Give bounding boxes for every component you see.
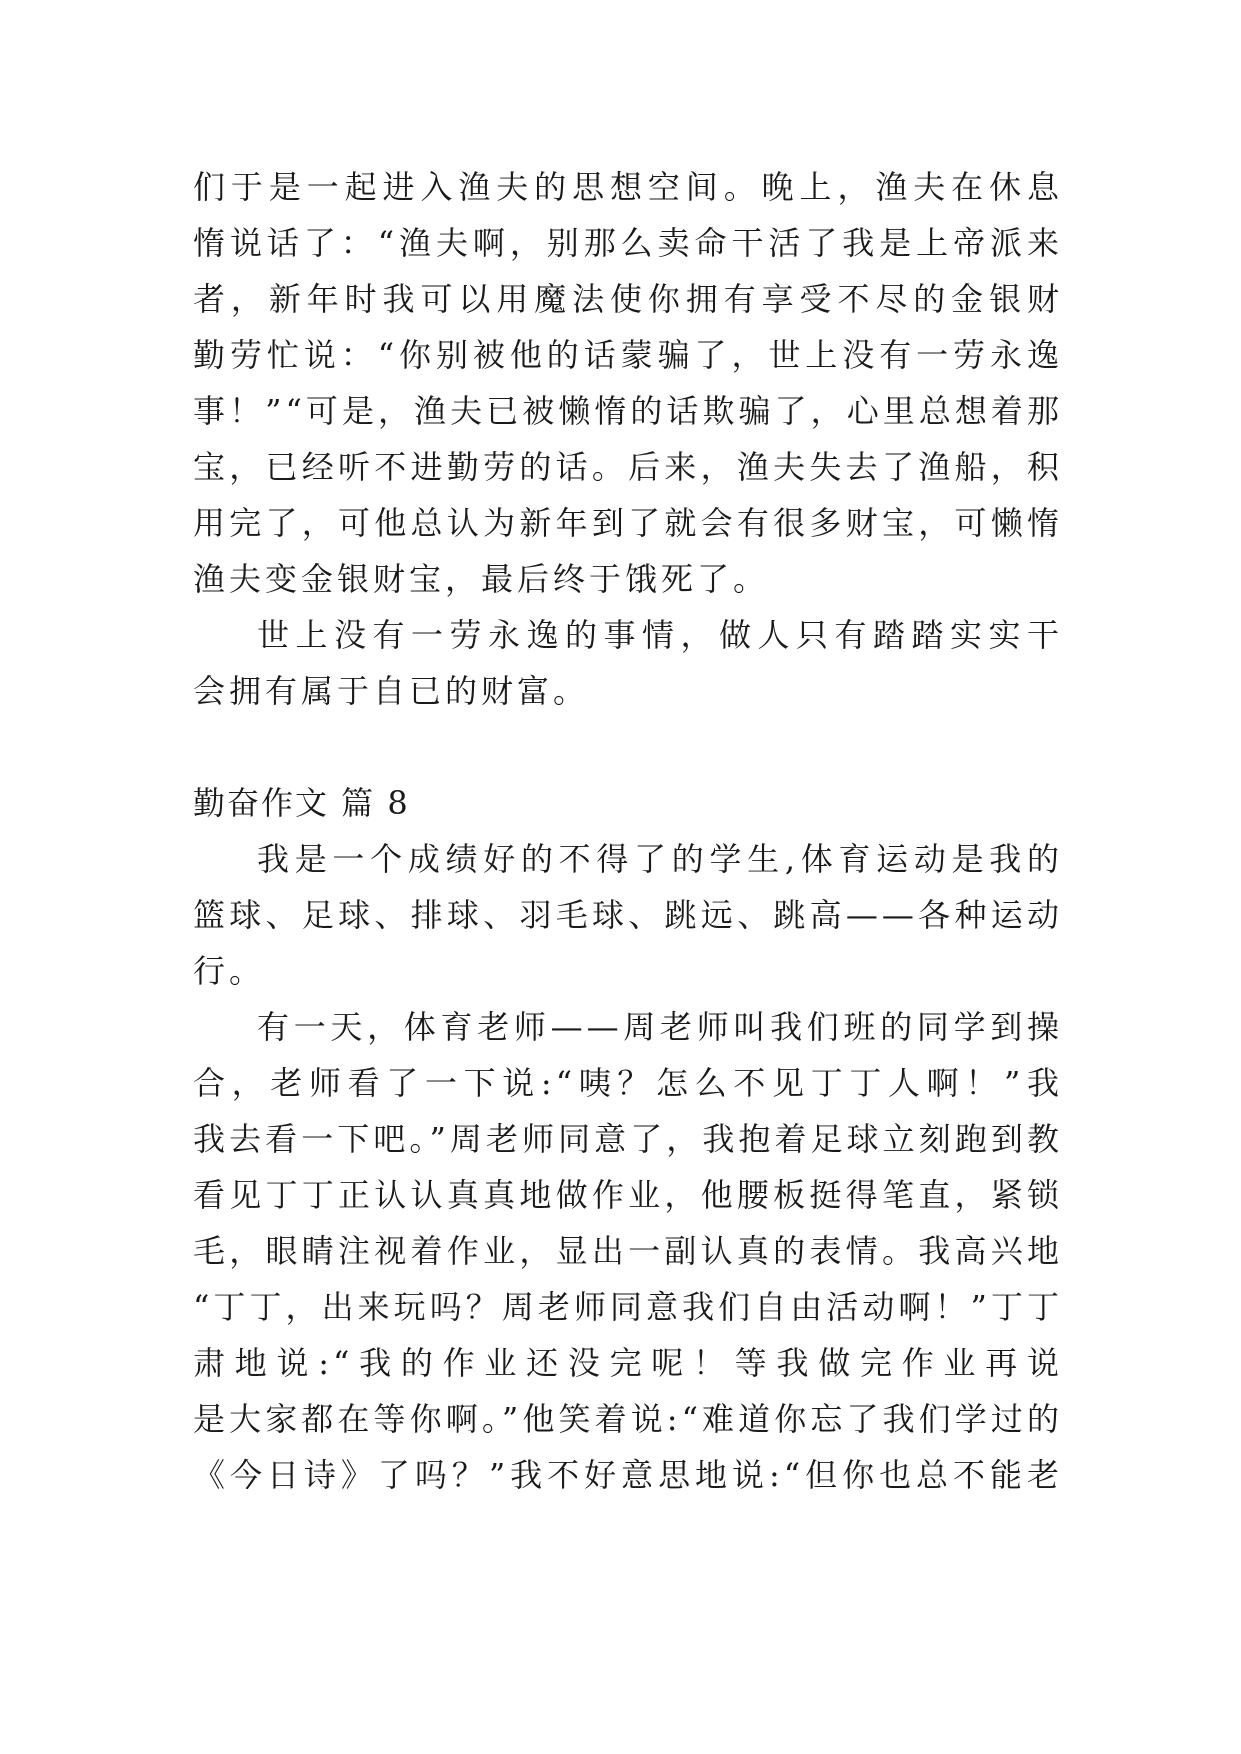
paragraph-line: 者，新年时我可以用魔法使你拥有享受不尽的金银财 <box>193 280 1063 318</box>
section-heading: 勤奋作文 篇 8 <box>193 784 410 822</box>
paragraph-line: 我去看一下吧。”周老师同意了，我抱着足球立刻跑到教 <box>193 1120 1063 1158</box>
paragraph-line: 我是一个成绩好的不得了的学生,体育运动是我的 <box>257 840 1063 878</box>
paragraph-line: 渔夫变金银财宝，最后终于饿死了。 <box>193 560 770 598</box>
paragraph-line: 是大家都在等你啊。”他笑着说:“难道你忘了我们学过的 <box>193 1400 1063 1438</box>
paragraph-line: 毛，眼睛注视着作业，显出一副认真的表情。我高兴地 <box>193 1232 1063 1270</box>
paragraph-line: 看见丁丁正认认真真地做作业，他腰板挺得笔直，紧锁 <box>193 1176 1063 1214</box>
paragraph-line: 有一天，体育老师——周老师叫我们班的同学到操 <box>257 1008 1063 1046</box>
paragraph-line: 们于是一起进入渔夫的思想空间。晚上，渔夫在休息 <box>193 168 1063 206</box>
paragraph-line: 宝，已经听不进勤劳的话。后来，渔夫失去了渔船，积 <box>193 448 1063 486</box>
paragraph-line: 《今日诗》了吗？”我不好意思地说:“但你也总不能老 <box>193 1456 1063 1494</box>
paragraph-line: 惰说话了：“渔夫啊，别那么卖命干活了我是上帝派来 <box>193 224 1063 262</box>
paragraph-line: 行。 <box>193 952 266 990</box>
paragraph-line: 用完了，可他总认为新年到了就会有很多财宝，可懒惰 <box>193 504 1063 542</box>
paragraph-line: “丁丁，出来玩吗？周老师同意我们自由活动啊！”丁丁 <box>193 1288 1063 1326</box>
paragraph-line: 篮球、足球、排球、羽毛球、跳远、跳高——各种运动 <box>193 896 1063 934</box>
paragraph-line: 合，老师看了一下说:“咦？怎么不见丁丁人啊！”我 <box>193 1064 1063 1102</box>
paragraph-line: 事！”“可是，渔夫已被懒惰的话欺骗了，心里总想着那 <box>193 392 1063 430</box>
paragraph-line: 会拥有属于自已的财富。 <box>193 672 590 710</box>
paragraph-line: 勤劳忙说：“你别被他的话蒙骗了，世上没有一劳永逸 <box>193 336 1063 374</box>
paragraph-line: 世上没有一劳永逸的事情，做人只有踏踏实实干 <box>257 616 1063 654</box>
paragraph-line: 肃地说:“我的作业还没完呢！等我做完作业再说 <box>193 1344 1063 1382</box>
